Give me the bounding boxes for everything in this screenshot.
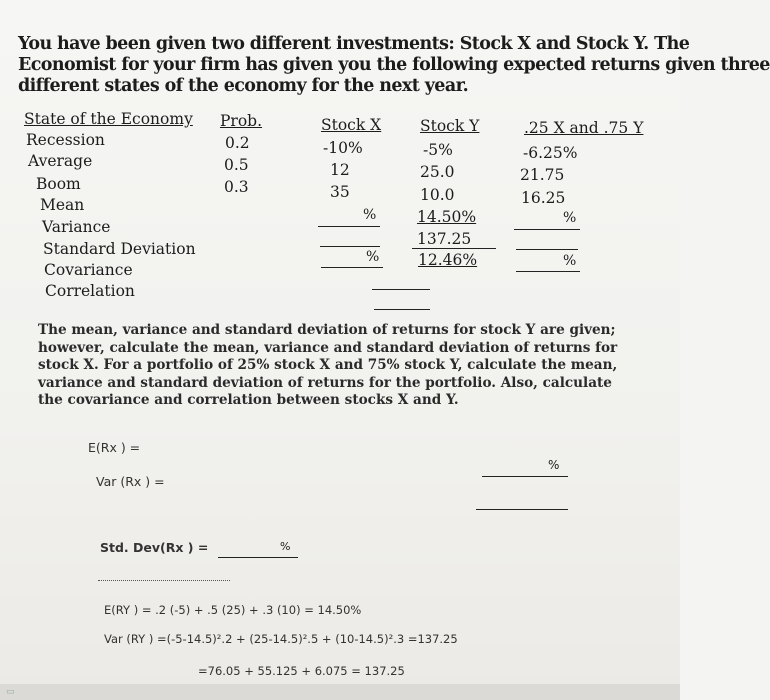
label-correlation: Correlation	[45, 282, 135, 300]
header-stock-x: Stock X	[321, 116, 382, 134]
p-mean-pct: %	[563, 210, 577, 226]
para-line: stock X. For a portfolio of 25% stock X and 75% stock Y, calculate the mean,	[38, 357, 618, 373]
x-recession: -10%	[323, 139, 363, 157]
label-std: Standard Deviation	[43, 240, 196, 258]
x-mean-blank	[318, 226, 380, 227]
x-boom: 35	[330, 183, 350, 201]
y-boom: 10.0	[420, 186, 455, 204]
row-label-recession: Recession	[26, 131, 105, 149]
dotted-divider	[98, 580, 230, 581]
intro-line: You have been given two different investments: Stock X and Stock Y. The	[18, 34, 690, 54]
header-prob: Prob.	[220, 112, 263, 130]
p-std-blank	[516, 271, 580, 272]
prob-recession: 0.2	[225, 134, 250, 152]
header-portfolio: .25 X and .75 Y	[524, 119, 644, 137]
para-line: The mean, variance and standard deviation of returns for stock Y are given;	[38, 322, 616, 338]
intro-line: Economist for your firm has given you the following expected returns given three	[18, 55, 770, 75]
p-mean-blank	[514, 229, 580, 230]
x-mean-pct: %	[363, 207, 377, 223]
header-state: State of the Economy	[24, 110, 193, 128]
x-std-blank	[321, 267, 383, 268]
instructions	[38, 322, 617, 410]
para-line: however, calculate the mean, variance and standard deviation of returns for	[38, 339, 618, 356]
erx-blank	[482, 476, 568, 477]
p-var-blank	[516, 249, 578, 250]
x-std-pct: %	[366, 249, 380, 265]
prob-average: 0.5	[224, 156, 249, 174]
stdx-label: Std. Dev(Rx ) =	[100, 540, 209, 555]
page-icon: ▭	[6, 687, 15, 697]
corr-blank	[374, 309, 430, 310]
x-var-blank	[320, 246, 380, 247]
y-average: 25.0	[420, 163, 455, 181]
label-variance: Variance	[42, 218, 111, 236]
row-label-average: Average	[28, 152, 93, 170]
para-line: the covariance and correlation between stocks X and Y.	[38, 392, 459, 408]
varx-blank	[476, 509, 568, 510]
erx-label: E(Rx ) =	[88, 440, 141, 455]
y-std: 12.46%	[418, 251, 478, 269]
p-recession: -6.25%	[523, 144, 578, 162]
prob-boom: 0.3	[224, 178, 249, 196]
label-covariance: Covariance	[44, 261, 133, 279]
header-stock-y: Stock Y	[420, 117, 480, 135]
stdx-pct: %	[280, 540, 291, 553]
y-recession: -5%	[423, 141, 453, 159]
p-average: 21.75	[520, 166, 565, 184]
intro-line: different states of the economy for the next year.	[18, 76, 469, 96]
vary-sum: =76.05 + 55.125 + 6.075 = 137.25	[198, 664, 405, 678]
ery-calc: E(RY ) = .2 (-5) + .5 (25) + .3 (10) = 14.50%	[104, 603, 362, 617]
stdx-blank	[218, 557, 298, 558]
y-variance: 137.25	[417, 230, 472, 248]
para-line: variance and standard deviation of returns for the portfolio. Also, calculate	[38, 374, 612, 391]
intro-text	[18, 34, 770, 97]
erx-pct: %	[548, 458, 560, 472]
p-boom: 16.25	[521, 189, 566, 207]
screen-bottom-edge	[0, 684, 680, 700]
p-std-pct: %	[563, 253, 577, 269]
x-average: 12	[330, 161, 350, 179]
label-mean: Mean	[40, 196, 85, 214]
vary-calc: Var (RY ) =(-5-14.5)².2 + (25-14.5)².5 + (10-14.5)².3 =137.25	[104, 632, 458, 646]
cov-blank	[372, 289, 430, 290]
y-var-line	[412, 248, 496, 249]
row-label-boom: Boom	[36, 175, 81, 193]
y-mean: 14.50%	[417, 208, 477, 226]
varx-label: Var (Rx ) =	[96, 474, 165, 489]
